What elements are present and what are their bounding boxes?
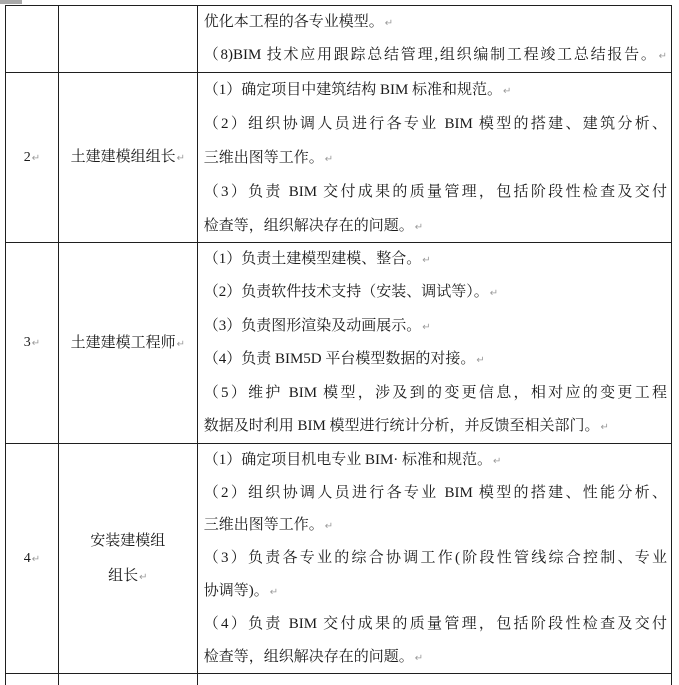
paragraph-mark: ↵: [324, 153, 334, 165]
role-name: 组长↵: [108, 567, 148, 584]
paragraph-mark: ↵: [489, 288, 499, 299]
text-line: 优化本工程的各专业模型。↵: [203, 13, 394, 30]
text-line: 检查等，组织解决存在的问题。↵: [203, 648, 424, 665]
paragraph-mark: ↵: [324, 521, 334, 533]
text-line: （5）维护 BIM 模型，涉及到的变更信息，相对应的变更工程: [203, 384, 667, 401]
text-line: （8)BIM 技术应用跟踪总结管理,组织编制工程竣工总结报告。↵: [203, 47, 667, 63]
text-line: 三维出图等工作。↵: [203, 149, 334, 166]
text-line: 数据及时利用 BIM 模型进行统计分析，并反馈至相关部门。↵: [203, 418, 609, 434]
paragraph-mark: ↵: [476, 355, 485, 366]
text-line: 三维出图等工作。↵: [203, 517, 334, 534]
paragraph-mark: ↵: [384, 17, 394, 29]
duties-cell: [198, 444, 672, 674]
text-line: （3）负责 BIM 交付成果的质量管理，包括阶段性检查及交付: [203, 183, 667, 200]
row-index: 2↵: [23, 149, 41, 165]
paragraph-mark: ↵: [422, 254, 431, 266]
paragraph-mark: ↵: [139, 571, 148, 583]
text-line: （4）负责 BIM 交付成果的质量管理，包括阶段性检查及交付: [203, 615, 667, 632]
text-line: （1）确定项目机电专业 BIM· 标准和规范。↵: [203, 451, 502, 468]
paragraph-mark: ↵: [176, 153, 186, 164]
paragraph-mark: ↵: [414, 652, 424, 664]
duties-cell: [198, 674, 672, 685]
paragraph-mark: ↵: [422, 321, 431, 333]
paragraph-mark: ↵: [31, 553, 41, 565]
role-cell: [59, 73, 198, 243]
paragraph-mark: ↵: [600, 422, 609, 433]
role-cell: [59, 444, 198, 674]
role-cell: [59, 674, 198, 685]
text-line: （1）负责土建模型建模、整合。↵: [203, 250, 431, 267]
responsibility-table: [5, 5, 672, 685]
table-row: [6, 6, 672, 73]
index-cell: [6, 6, 59, 73]
role-cell: [59, 6, 198, 73]
row-index: 3↵: [23, 335, 41, 350]
paragraph-mark: ↵: [658, 51, 667, 62]
duties-cell: [198, 73, 672, 243]
table-row: [6, 243, 672, 444]
text-line: （1）确定项目中建筑结构 BIM 标准和规范。↵: [203, 81, 512, 98]
text-line: （3）负责图形渲染及动画展示。↵: [203, 317, 431, 334]
paragraph-mark: ↵: [31, 338, 41, 349]
table-row: [6, 444, 672, 674]
role-name: 土建建模工程师↵: [70, 334, 186, 351]
paragraph-mark: ↵: [493, 455, 502, 467]
duties-cell: [198, 243, 672, 444]
paragraph-mark: ↵: [414, 221, 424, 233]
text-line: （3）负责各专业的综合协调工作(阶段性管线综合控制、专业: [203, 550, 667, 567]
duties-cell: [198, 6, 672, 73]
page-corner-mark: [0, 0, 22, 4]
text-line: （2）组织协调人员进行各专业 BIM 模型的搭建、建筑分析、: [203, 115, 667, 132]
text-line: 协调等)。↵: [203, 582, 279, 599]
paragraph-mark: ↵: [31, 152, 41, 164]
role-name: 安装建模组: [90, 532, 166, 549]
paragraph-mark: ↵: [269, 586, 279, 598]
role-cell: [59, 243, 198, 444]
row-index: 4↵: [23, 550, 41, 566]
index-cell: [6, 674, 59, 685]
index-cell: [6, 73, 59, 243]
text-line: （2）组织协调人员进行各专业 BIM 模型的搭建、性能分析、: [203, 484, 667, 501]
role-name: 土建建模组组长↵: [70, 149, 186, 165]
text-line: 检查等，组织解决存在的问题。↵: [203, 217, 424, 234]
index-cell: [6, 444, 59, 674]
paragraph-mark: ↵: [176, 338, 186, 350]
text-line: （4）负责 BIM5D 平台模型数据的对接。↵: [203, 351, 485, 367]
table-row: [6, 674, 672, 685]
index-cell: [6, 243, 59, 444]
text-line: （2）负责软件技术支持（安装、调试等）。↵: [203, 284, 499, 300]
table-row: [6, 73, 672, 243]
paragraph-mark: ↵: [503, 85, 512, 97]
